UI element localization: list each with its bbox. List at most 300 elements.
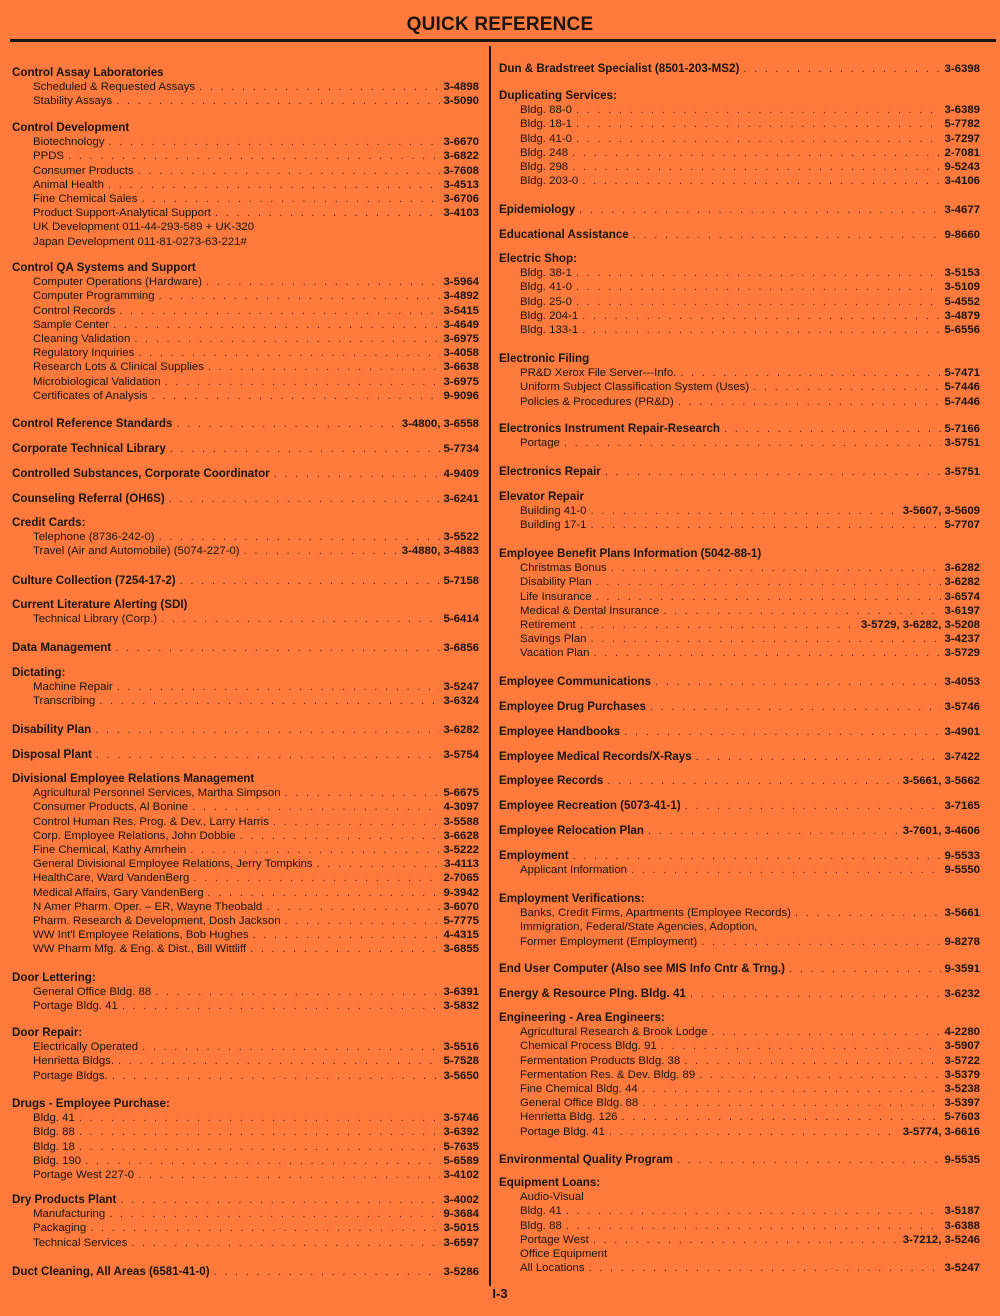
directory-entry — [499, 590, 980, 604]
dot-leader — [572, 160, 940, 174]
entry-label: Building 17-1 — [520, 519, 587, 532]
entry-phone: 3-4058 — [443, 347, 479, 360]
entry-phone: 5-7446 — [944, 381, 980, 394]
entry-label: Fine Chemical Bldg. 44 — [520, 1083, 638, 1096]
section-heading: Control QA Systems and Support — [12, 261, 196, 274]
entry-phone: 3-5415 — [443, 304, 479, 317]
dot-leader — [155, 985, 439, 999]
section-heading: Drugs - Employee Purchase: — [12, 1097, 170, 1110]
directory-entry — [12, 80, 479, 94]
entry-label: Portage Bldg. 41 — [33, 1000, 118, 1013]
directory-section — [499, 700, 980, 714]
directory-entry — [499, 799, 980, 813]
directory-entry — [499, 920, 980, 934]
directory-entry — [499, 1125, 980, 1139]
entry-label: Former Employment (Employment) — [520, 935, 698, 948]
directory-entry — [499, 295, 980, 309]
entry-label: Data Management — [12, 641, 112, 654]
entry-label: Dun & Bradstreet Specialist (8501-203-MS2) — [499, 62, 740, 75]
entry-phone: 5-7528 — [443, 1055, 479, 1068]
dot-leader — [138, 164, 440, 178]
section-heading: Electronic Filing — [499, 352, 590, 365]
directory-entry — [499, 1025, 980, 1039]
entry-label: Uniform Subject Classification System (Uses) — [520, 381, 750, 394]
dot-leader — [109, 1207, 439, 1221]
entry-label: Travel (Air and Automobile) (5074-227-0) — [33, 545, 240, 558]
directory-entry — [12, 467, 479, 481]
entry-phone: 3-6574 — [944, 590, 980, 603]
entry-label: UK Development 011-44-293-589 + UK-320 — [33, 221, 255, 234]
page-title: QUICK REFERENCE — [406, 14, 594, 35]
entry-label: General Office Bldg. 88 — [33, 986, 152, 999]
entry-label: Employee Recreation (5073-41-1) — [499, 799, 681, 812]
directory-entry — [499, 380, 980, 394]
dot-leader — [566, 1219, 941, 1233]
dot-leader — [159, 530, 440, 544]
directory-entry — [12, 1207, 479, 1221]
entry-phone: 3-7165 — [944, 800, 980, 812]
entry-phone: 3-5109 — [944, 281, 980, 294]
entry-label: Disability Plan — [520, 576, 592, 589]
entry-phone: 9-5550 — [944, 864, 980, 877]
directory-entry — [12, 149, 479, 163]
directory-entry — [499, 1190, 980, 1204]
entry-label: Christmas Bonus — [520, 562, 607, 575]
section-heading — [499, 422, 980, 436]
directory-section — [499, 774, 980, 788]
entry-label: WW Pharm Mfg. & Eng. & Dist., Bill Wittliff — [33, 943, 247, 956]
directory-section — [499, 675, 980, 689]
entry-label: Portage West — [520, 1233, 589, 1246]
entry-phone: 3-5397 — [944, 1097, 980, 1110]
entry-label: Electronics Repair — [499, 465, 601, 478]
entry-label: Fine Chemical, Kathy Amrhein — [33, 844, 187, 857]
entry-label: Technical Library (Corp.) — [33, 613, 158, 626]
entry-phone: 5-7635 — [443, 1140, 479, 1153]
entry-label: Bldg. 25-0 — [520, 295, 572, 308]
dot-leader — [117, 680, 440, 694]
directory-section — [499, 750, 980, 764]
section-heading: Door Repair: — [12, 1026, 83, 1039]
directory-entry — [499, 750, 980, 764]
directory-entry — [499, 1204, 980, 1218]
directory-entry — [12, 985, 479, 999]
directory-section — [12, 1265, 479, 1279]
dot-leader — [134, 332, 439, 346]
directory-section — [499, 547, 980, 661]
dot-leader — [795, 906, 941, 920]
entry-phone: 9-3684 — [443, 1208, 479, 1221]
directory-section — [12, 467, 479, 481]
directory-section — [12, 442, 479, 456]
directory-entry — [12, 1221, 479, 1235]
dot-leader — [250, 942, 439, 956]
directory-entry — [499, 203, 980, 217]
dot-leader — [580, 618, 857, 632]
dot-leader — [79, 1111, 440, 1125]
dot-leader — [131, 1236, 439, 1250]
entry-phone: 3-4106 — [944, 175, 980, 188]
directory-section — [499, 799, 980, 813]
entry-label: Dry Products Plant — [12, 1193, 117, 1206]
directory-entry — [12, 900, 479, 914]
entry-phone: 5-7775 — [443, 915, 479, 928]
dot-leader — [99, 694, 439, 708]
entry-phone: 3-5090 — [443, 95, 479, 108]
entry-label: Portage West 227-0 — [33, 1169, 135, 1182]
entry-label: Packaging — [33, 1222, 87, 1235]
directory-section — [499, 892, 980, 949]
entry-label: Sample Center — [33, 318, 109, 331]
directory-entry — [499, 935, 980, 949]
directory-entry — [499, 146, 980, 160]
entry-phone: 9-9096 — [443, 389, 479, 402]
directory-entry — [12, 928, 479, 942]
entry-label: Employment — [499, 849, 569, 862]
entry-phone: 9-3942 — [443, 886, 479, 899]
directory-entry — [12, 530, 479, 544]
directory-section — [499, 62, 980, 76]
dot-leader — [199, 80, 439, 94]
directory-entry — [499, 228, 980, 242]
entry-phone: 5-6589 — [443, 1154, 479, 1167]
entry-label: Corporate Technical Library — [12, 442, 166, 455]
directory-section — [499, 490, 980, 533]
directory-section — [12, 666, 479, 709]
entry-label: Regulatory Inquiries — [33, 347, 135, 360]
dot-leader — [572, 146, 940, 160]
directory-entry — [12, 641, 479, 655]
dot-leader — [678, 395, 941, 409]
entry-phone: 3-4002 — [443, 1194, 479, 1206]
dot-leader — [591, 504, 899, 518]
entry-label: Savings Plan — [520, 633, 587, 646]
directory-entry — [12, 206, 479, 220]
entry-phone: 3-6241 — [443, 493, 479, 505]
dot-leader — [576, 266, 941, 280]
dot-leader — [611, 561, 941, 575]
entry-label: Consumer Products, Al Bonine — [33, 801, 189, 814]
entry-phone: 3-5832 — [443, 1000, 479, 1013]
entry-phone: 5-7446 — [944, 395, 980, 408]
directory-entry — [499, 646, 980, 660]
directory-entry — [12, 135, 479, 149]
entry-phone: 3-5722 — [944, 1054, 980, 1067]
directory-section — [12, 971, 479, 1014]
dot-leader — [642, 1082, 941, 1096]
entry-phone: 3-5153 — [944, 267, 980, 280]
entry-phone: 9-3591 — [944, 963, 980, 975]
dot-leader — [208, 360, 440, 374]
entry-label: Microbiological Validation — [33, 375, 161, 388]
directory-entry — [12, 829, 479, 843]
dot-leader — [655, 675, 940, 689]
dot-leader — [789, 962, 941, 976]
entry-phone: 5-7166 — [944, 423, 980, 435]
directory-entry — [12, 275, 479, 289]
dot-leader — [589, 1261, 941, 1275]
entry-label: WW Int'l Employee Relations, Bob Hughes — [33, 929, 249, 942]
dot-leader — [274, 467, 440, 481]
directory-entry — [499, 174, 980, 188]
directory-entry — [499, 1247, 980, 1261]
entry-label: Henrietta Bldg. 126 — [520, 1111, 618, 1124]
entry-phone: 3-5379 — [944, 1068, 980, 1081]
dot-leader — [582, 174, 940, 188]
directory-entry — [12, 94, 479, 108]
directory-section — [499, 1176, 980, 1275]
directory-entry — [12, 318, 479, 332]
entry-phone: 3-6392 — [443, 1126, 479, 1139]
entry-label: Certificates of Analysis — [33, 389, 148, 402]
entry-phone: 3-4102 — [443, 1169, 479, 1182]
entry-label: Transcribing — [33, 695, 96, 708]
entry-phone: 3-6324 — [443, 695, 479, 708]
directory-entry — [12, 164, 479, 178]
dot-leader — [253, 928, 440, 942]
directory-section — [499, 987, 980, 1001]
directory-entry — [499, 1054, 980, 1068]
entry-phone: 3-4649 — [443, 318, 479, 331]
directory-entry — [499, 266, 980, 280]
entry-phone: 3-4513 — [443, 178, 479, 191]
dot-leader — [285, 786, 440, 800]
dot-leader — [743, 62, 940, 76]
directory-entry — [499, 962, 980, 976]
entry-phone: 5-7603 — [944, 1111, 980, 1124]
entry-phone: 3-7601, 3-4606 — [902, 825, 980, 837]
section-heading: Divisional Employee Relations Management — [12, 772, 255, 785]
directory-section — [12, 723, 479, 737]
directory-section — [499, 1153, 980, 1167]
dot-leader — [564, 436, 941, 450]
dot-leader — [711, 1025, 940, 1039]
entry-label: Cleaning Validation — [33, 333, 131, 346]
entry-label: Controlled Substances, Corporate Coordinator — [12, 467, 270, 480]
entry-phone: 3-6232 — [944, 988, 980, 1000]
directory-entry — [499, 604, 980, 618]
directory-entry — [499, 575, 980, 589]
section-heading: Elevator Repair — [499, 490, 585, 503]
entry-phone: 9-8660 — [944, 229, 980, 241]
entry-phone: 3-5964 — [443, 276, 479, 289]
entry-phone: 9-5533 — [944, 850, 980, 862]
directory-entry — [499, 160, 980, 174]
dot-leader — [661, 1039, 941, 1053]
directory-section — [12, 66, 479, 109]
entry-label: Consumer Products — [33, 164, 134, 177]
directory-section — [499, 849, 980, 877]
directory-section — [499, 725, 980, 739]
entry-phone: 3-5286 — [443, 1266, 479, 1278]
directory-entry — [12, 815, 479, 829]
dot-leader — [582, 323, 940, 337]
entry-phone: 3-5751 — [944, 437, 980, 450]
entry-phone: 5-7158 — [443, 575, 479, 587]
directory-entry — [499, 725, 980, 739]
dot-leader — [680, 366, 940, 380]
directory-entry — [12, 871, 479, 885]
column-divider — [489, 46, 491, 1286]
entry-label: Pharm. Research & Development, Dosh Jackson — [33, 915, 281, 928]
dot-leader — [633, 228, 941, 242]
entry-label: Bldg. 41 — [520, 1205, 562, 1218]
entry-label: Scheduled & Requested Assays — [33, 81, 196, 94]
dot-leader — [648, 824, 899, 838]
entry-phone: 5-7471 — [944, 367, 980, 380]
entry-phone: 9-5535 — [944, 1154, 980, 1166]
dot-leader — [165, 375, 440, 389]
entry-phone: 3-5754 — [443, 749, 479, 761]
entry-phone: 3-5746 — [944, 701, 980, 713]
entry-label: Disposal Plant — [12, 748, 92, 761]
dot-leader — [190, 843, 439, 857]
entry-phone: 3-6282 — [944, 576, 980, 589]
directory-section — [12, 121, 479, 249]
entry-label: Chemical Process Bldg. 91 — [520, 1040, 657, 1053]
directory-entry — [499, 632, 980, 646]
entry-label: Employee Drug Purchases — [499, 700, 646, 713]
directory-entry — [499, 824, 980, 838]
section-heading: Control Development — [12, 121, 130, 134]
entry-label: Manufacturing — [33, 1208, 106, 1221]
dot-leader — [141, 192, 439, 206]
dot-leader — [108, 178, 440, 192]
dot-leader — [582, 309, 940, 323]
directory-section — [12, 641, 479, 655]
directory-entry — [12, 1111, 479, 1125]
section-heading: Control Assay Laboratories — [12, 66, 164, 79]
dot-leader — [576, 132, 941, 146]
entry-phone: 2-7065 — [443, 872, 479, 885]
directory-entry — [499, 1261, 980, 1275]
dot-leader — [576, 295, 941, 309]
section-heading: Employee Benefit Plans Information (5042-88-1) — [499, 547, 762, 560]
entry-phone: 3-5751 — [944, 466, 980, 478]
section-heading — [499, 849, 980, 863]
entry-phone: 4-2280 — [944, 1026, 980, 1039]
directory-section — [499, 203, 980, 217]
dot-leader — [152, 389, 440, 403]
entry-label: Fine Chemical Sales — [33, 193, 138, 206]
entry-phone: 3-6856 — [443, 642, 479, 654]
entry-phone: 3-5729, 3-6282, 3-5208 — [860, 619, 980, 632]
entry-phone: 4-3097 — [443, 801, 479, 814]
dot-leader — [696, 750, 941, 764]
dot-leader — [609, 1125, 899, 1139]
entry-label: Computer Programming — [33, 290, 155, 303]
entry-label: Employee Records — [499, 774, 604, 787]
dot-leader — [596, 590, 941, 604]
entry-label: Bldg. 88-0 — [520, 104, 572, 117]
entry-phone: 3-5746 — [443, 1112, 479, 1125]
dot-leader — [701, 935, 940, 949]
entry-phone: 3-7297 — [944, 132, 980, 145]
dot-leader — [591, 518, 941, 532]
entry-label: Bldg. 18-1 — [520, 118, 572, 131]
directory-entry — [12, 178, 479, 192]
dot-leader — [622, 1110, 941, 1124]
dot-leader — [118, 1054, 439, 1068]
dot-leader — [266, 900, 439, 914]
entry-phone: 3-6975 — [443, 333, 479, 346]
entry-label: Bldg. 203-0 — [520, 175, 579, 188]
entry-phone: 5-6675 — [443, 787, 479, 800]
directory-entry — [499, 675, 980, 689]
directory-entry — [499, 863, 980, 877]
directory-entry — [12, 723, 479, 737]
directory-entry — [499, 117, 980, 131]
entry-label: Control Records — [33, 304, 116, 317]
entry-label: Bldg. 41 — [33, 1112, 75, 1125]
entry-phone: 3-7212, 3-5246 — [902, 1233, 980, 1246]
dot-leader — [724, 422, 941, 436]
dot-leader — [68, 149, 440, 163]
directory-entry — [499, 436, 980, 450]
entry-label: Animal Health — [33, 178, 104, 191]
directory-entry — [499, 906, 980, 920]
dot-leader — [685, 799, 941, 813]
dot-leader — [576, 117, 941, 131]
directory-entry — [12, 748, 479, 762]
directory-entry — [12, 375, 479, 389]
entry-phone: 3-5774, 3-6616 — [902, 1125, 980, 1138]
directory-entry — [12, 544, 479, 558]
entry-phone: 5-6414 — [443, 613, 479, 626]
directory-section — [499, 352, 980, 409]
entry-phone: 3-5187 — [944, 1205, 980, 1218]
directory-section — [12, 1097, 479, 1182]
entry-label: Epidemiology — [499, 203, 576, 216]
directory-section — [499, 1011, 980, 1139]
directory-entry — [499, 1082, 980, 1096]
directory-section — [12, 598, 479, 626]
directory-entry — [12, 289, 479, 303]
dot-leader — [699, 1068, 940, 1082]
dot-leader — [285, 914, 440, 928]
dot-leader — [142, 1040, 439, 1054]
directory-section — [12, 772, 479, 957]
entry-phone: 9-5243 — [944, 161, 980, 174]
entry-phone: 3-4677 — [944, 204, 980, 216]
section-heading: Current Literature Alerting (SDI) — [12, 598, 188, 611]
entry-label: Bldg. 204-1 — [520, 309, 579, 322]
directory-section — [12, 1193, 479, 1250]
entry-label: Fermentation Products Bldg. 38 — [520, 1054, 681, 1067]
dot-leader — [170, 442, 440, 456]
dot-leader — [631, 863, 941, 877]
entry-label: Stability Assays — [33, 95, 113, 108]
entry-label: Building 41-0 — [520, 505, 587, 518]
dot-leader — [273, 815, 440, 829]
dot-leader — [79, 1125, 440, 1139]
entry-label: Audio-Visual — [520, 1191, 584, 1204]
entry-phone: 5-7707 — [944, 519, 980, 532]
directory-section — [499, 465, 980, 479]
directory-entry — [499, 618, 980, 632]
directory-section — [499, 962, 980, 976]
entry-label: Environmental Quality Program — [499, 1153, 673, 1166]
entry-label: Bldg. 298 — [520, 161, 569, 174]
entry-label: Office Equipment — [520, 1248, 608, 1261]
directory-entry — [499, 323, 980, 337]
directory-entry — [12, 389, 479, 403]
section-heading: Dictating: — [12, 666, 66, 679]
directory-entry — [499, 309, 980, 323]
dot-leader — [591, 632, 941, 646]
entry-phone: 9-8278 — [944, 935, 980, 948]
entry-label: Corp. Employee Relations, John Dobbie — [33, 829, 236, 842]
